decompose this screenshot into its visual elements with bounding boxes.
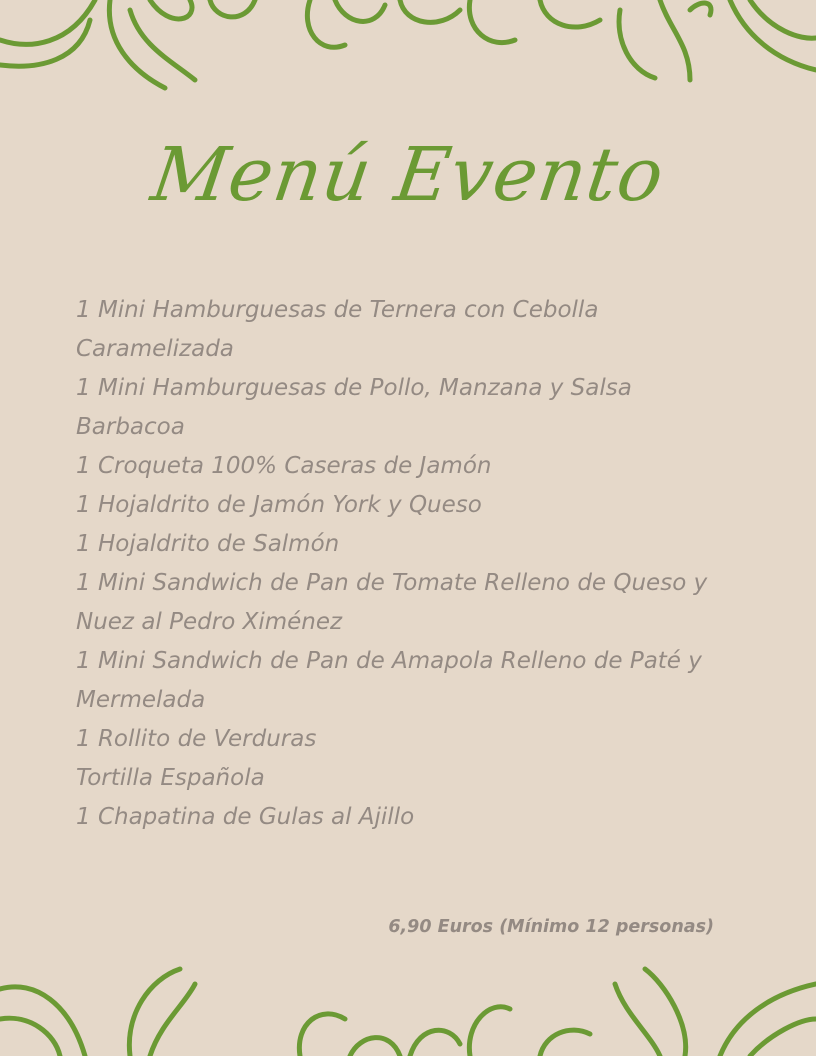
menu-item: 1 Hojaldrito de Jamón York y Queso xyxy=(76,492,482,518)
menu-items-list xyxy=(76,291,740,837)
bottom-leaf-border xyxy=(0,964,816,1056)
menu-item: 1 Mini Sandwich de Pan de Amapola Relleno de Paté y Mermelada xyxy=(76,648,702,713)
menu-item: 1 Chapatina de Gulas al Ajillo xyxy=(76,804,415,830)
menu-item: 1 Croqueta 100% Caseras de Jamón xyxy=(76,453,492,479)
menu-item: 1 Hojaldrito de Salmón xyxy=(76,531,340,557)
top-leaf-border xyxy=(0,0,816,100)
menu-item: 1 Mini Hamburguesas de Ternera con Cebolla Caramelizada xyxy=(76,297,599,362)
page-title: Menú Evento xyxy=(146,132,670,218)
menu-item: Tortilla Española xyxy=(76,765,265,791)
price-note: 6,90 Euros (Mínimo 12 personas) xyxy=(388,917,714,937)
menu-item: 1 Rollito de Verduras xyxy=(76,726,317,752)
menu-item: 1 Mini Hamburguesas de Pollo, Manzana y Salsa Barbacoa xyxy=(76,375,632,440)
menu-item: 1 Mini Sandwich de Pan de Tomate Relleno de Queso y Nuez al Pedro Ximénez xyxy=(76,570,708,635)
